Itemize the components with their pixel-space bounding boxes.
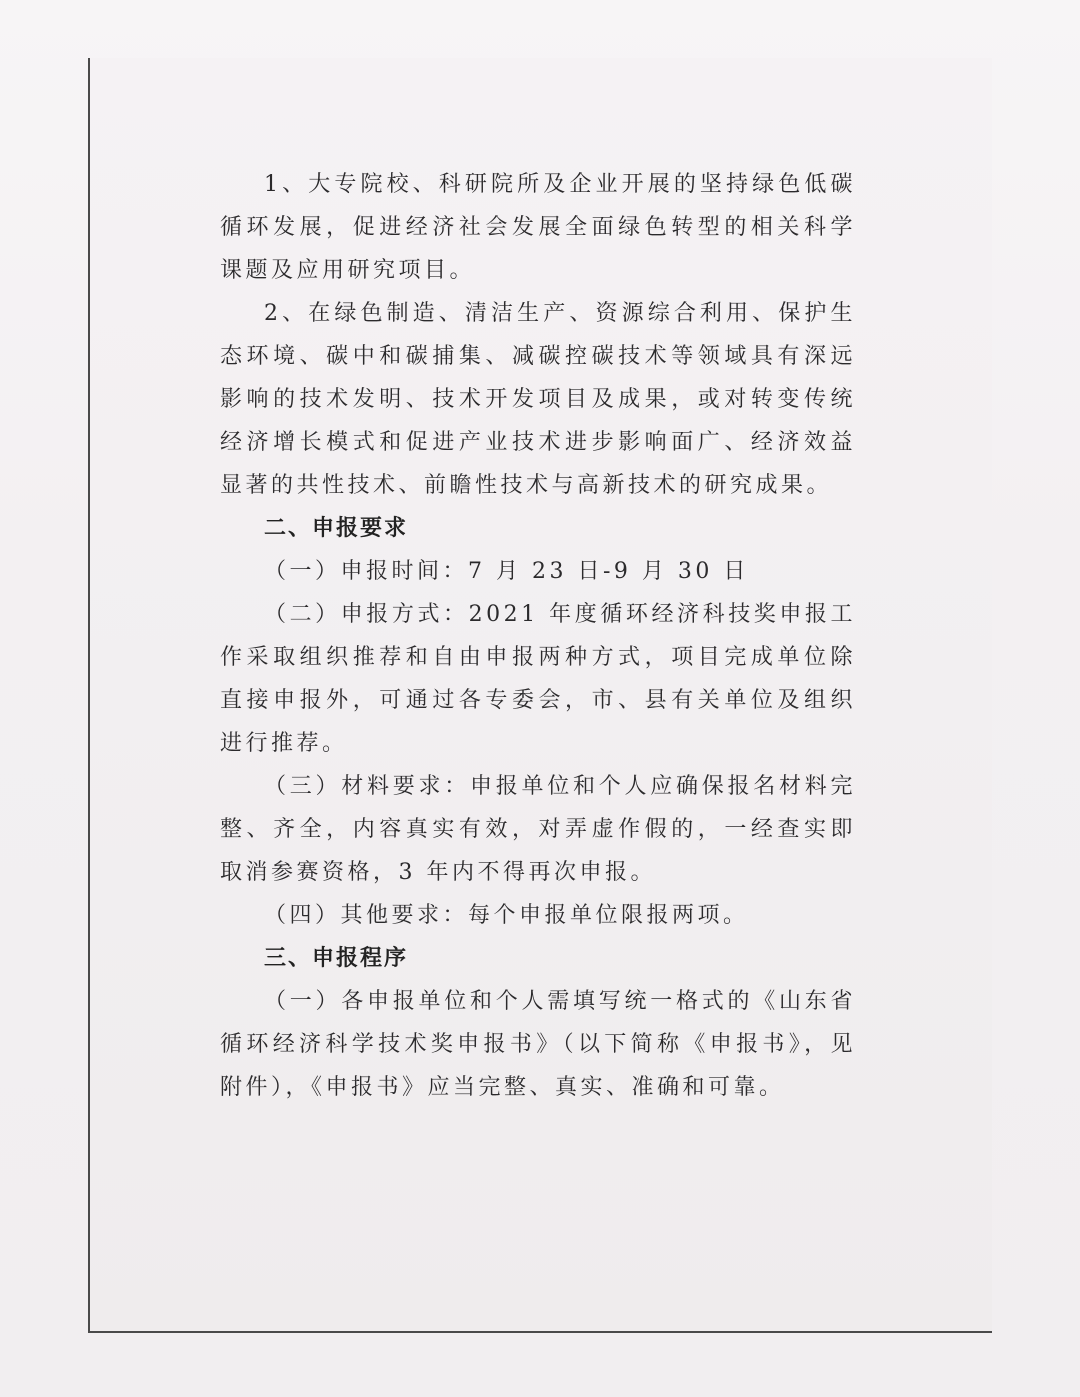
section-heading-requirements: 二、申报要求 bbox=[264, 516, 409, 541]
document-page bbox=[88, 58, 992, 1333]
procedure-item-1: （一）各申报单位和个人需填写统一格式的《山东省循环经济科学技术奖申报书》（以下简称《申报书》，见附件），《申报书》应当完整、真实、准确和可靠。 bbox=[220, 989, 856, 1100]
requirement-time: （一）申报时间：7 月 23 日-9 月 30 日 bbox=[264, 559, 749, 584]
document-body bbox=[220, 163, 856, 1109]
section-heading-procedure: 三、申报程序 bbox=[264, 946, 409, 971]
requirement-other: （四）其他要求：每个申报单位限报两项。 bbox=[264, 903, 749, 928]
scope-item-2: 2、在绿色制造、清洁生产、资源综合利用、保护生态环境、碳中和碳捕集、减碳控碳技术等领域具有深远影响的技术发明、技术开发项目及成果，或对转变传统经济增长模式和促进产业技术进步影响面广、经济效益显著的共性技术、前瞻性技术与高新技术的研究成果。 bbox=[220, 301, 856, 498]
scope-item-1: 1、大专院校、科研院所及企业开展的坚持绿色低碳循环发展，促进经济社会发展全面绿色转型的相关科学课题及应用研究项目。 bbox=[220, 172, 856, 283]
requirement-method: （二）申报方式：2021 年度循环经济科技奖申报工作采取组织推荐和自由申报两种方式，项目完成单位除直接申报外，可通过各专委会，市、县有关单位及组织进行推荐。 bbox=[220, 602, 856, 756]
requirement-materials: （三）材料要求：申报单位和个人应确保报名材料完整、齐全，内容真实有效，对弄虚作假的，一经查实即取消参赛资格，3 年内不得再次申报。 bbox=[220, 774, 856, 885]
